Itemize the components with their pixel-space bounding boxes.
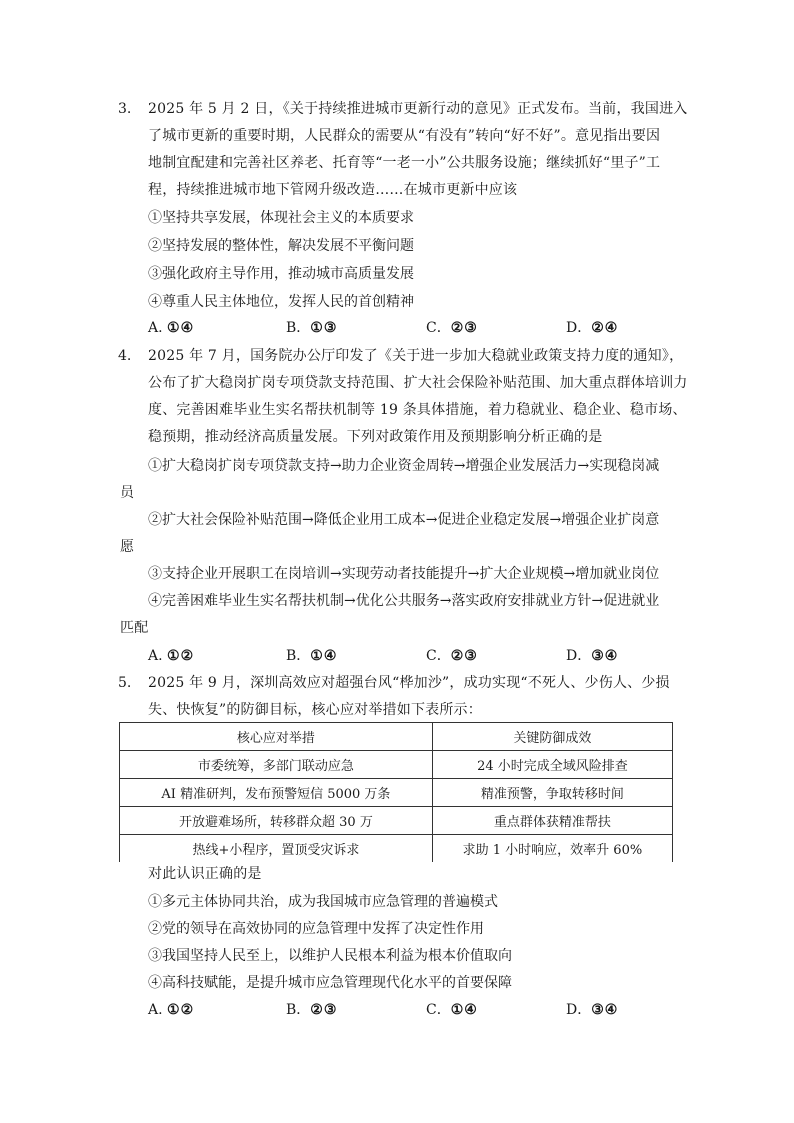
table-header: 关键防御成效 <box>432 723 672 751</box>
choice-a[interactable]: A. ①② <box>148 648 195 664</box>
question-text-line: 2025 年 7 月，国务院办公厅印发了《关于进一步加大稳就业政策支持力度的通知》， <box>148 348 684 364</box>
table-cell: AI 精准研判，发布预警短信 5000 万条 <box>120 779 433 807</box>
question-number: 4. <box>118 348 132 364</box>
choice-c[interactable]: C．②③ <box>426 648 478 664</box>
statement-option: ④高科技赋能，是提升城市应急管理现代化水平的首要保障 <box>148 975 512 991</box>
choice-a[interactable]: A. ①② <box>148 1002 195 1018</box>
statement-option-wrap: 匹配 <box>120 620 149 636</box>
table-cell: 精准预警，争取转移时间 <box>432 779 672 807</box>
table-row <box>120 779 673 807</box>
question-text-line: 了城市更新的重要时期，人民群众的需要从“有没有”转向“好不好”。意见指出要因 <box>148 128 661 144</box>
question-text-line: 公布了扩大稳岗扩岗专项贷款支持范围、扩大社会保险补贴范围、加大重点群体培训力 <box>148 375 688 391</box>
statement-option: ③强化政府主导作用，推动城市高质量发展 <box>148 266 414 282</box>
table-header-row <box>120 723 673 751</box>
choice-c[interactable]: C．②③ <box>426 320 478 336</box>
choice-b[interactable]: B．①④ <box>286 648 338 664</box>
statement-option-wrap: 员 <box>120 485 135 501</box>
measures-table <box>119 722 673 862</box>
question-text-line: 2025 年 5 月 2 日，《关于持续推进城市更新行动的意见》正式发布。当前，我国进入 <box>148 101 688 117</box>
choice-c[interactable]: C．①④ <box>426 1002 478 1018</box>
statement-option: ④尊重人民主体地位，发挥人民的首创精神 <box>148 294 414 310</box>
question-stem: 对此认识正确的是 <box>148 866 262 882</box>
choice-b[interactable]: B．②③ <box>286 1002 338 1018</box>
statement-option: ②坚持发展的整体性，解决发展不平衡问题 <box>148 238 414 254</box>
answer-choices <box>148 314 648 342</box>
table-header: 核心应对举措 <box>120 723 433 751</box>
statement-option: ③支持企业开展职工在岗培训→实现劳动者技能提升→扩大企业规模→增加就业岗位 <box>148 566 660 582</box>
choice-d[interactable]: D．③④ <box>566 1002 619 1018</box>
table-cell: 24 小时完成全域风险排查 <box>432 751 672 779</box>
table-cell: 市委统筹，多部门联动应急 <box>120 751 433 779</box>
statement-option: ①多元主体协同共治，成为我国城市应急管理的普遍模式 <box>148 894 498 910</box>
choice-a[interactable]: A. ①④ <box>148 320 195 336</box>
table-row <box>120 835 673 863</box>
question-text-line: 失、快恢复”的防御目标，核心应对举措如下表所示： <box>148 702 482 718</box>
statement-option: ④完善困难毕业生实名帮扶机制→优化公共服务→落实政府安排就业方针→促进就业 <box>148 593 660 609</box>
question-text-line: 程，持续推进城市地下管网升级改造……在城市更新中应该 <box>148 182 518 198</box>
choice-b[interactable]: B．①③ <box>286 320 338 336</box>
question-text-line: 稳预期，推动经济高质量发展。下列对政策作用及预期影响分析正确的是 <box>148 429 603 445</box>
choice-d[interactable]: D．③④ <box>566 648 619 664</box>
question-number: 3. <box>118 101 132 117</box>
table-cell: 重点群体获精准帮扶 <box>432 807 672 835</box>
statement-option: ③我国坚持人民至上，以维护人民根本利益为根本价值取向 <box>148 948 512 964</box>
table-cell: 求助 1 小时响应，效率升 60% <box>432 835 672 863</box>
question-number: 5. <box>118 675 132 691</box>
statement-option: ①坚持共享发展，体现社会主义的本质要求 <box>148 210 414 226</box>
statement-option: ②党的领导在高效协同的应急管理中发挥了决定性作用 <box>148 921 484 937</box>
statement-option: ②扩大社会保险补贴范围→降低企业用工成本→促进企业稳定发展→增强企业扩岗意 <box>148 512 660 528</box>
question-text-line: 地制宜配建和完善社区养老、托育等“一老一小”公共服务设施；继续抓好“里子”工 <box>148 155 661 171</box>
table-row <box>120 807 673 835</box>
table-row <box>120 751 673 779</box>
question-text-line: 度、完善困难毕业生实名帮扶机制等 19 条具体措施，着力稳就业、稳企业、稳市场、 <box>148 402 687 418</box>
question-text-line: 2025 年 9 月，深圳高效应对超强台风“桦加沙”，成功实现“不死人、少伤人、少损 <box>148 675 670 691</box>
choice-d[interactable]: D．②④ <box>566 320 619 336</box>
statement-option-wrap: 愿 <box>120 539 135 555</box>
answer-choices <box>148 996 648 1024</box>
table-cell: 开放避难场所，转移群众超 30 万 <box>120 807 433 835</box>
answer-choices <box>148 642 648 670</box>
statement-option: ①扩大稳岗扩岗专项贷款支持→助力企业资金周转→增强企业发展活力→实现稳岗减 <box>148 458 660 474</box>
table-cell: 热线+小程序，置顶受灾诉求 <box>120 835 433 863</box>
